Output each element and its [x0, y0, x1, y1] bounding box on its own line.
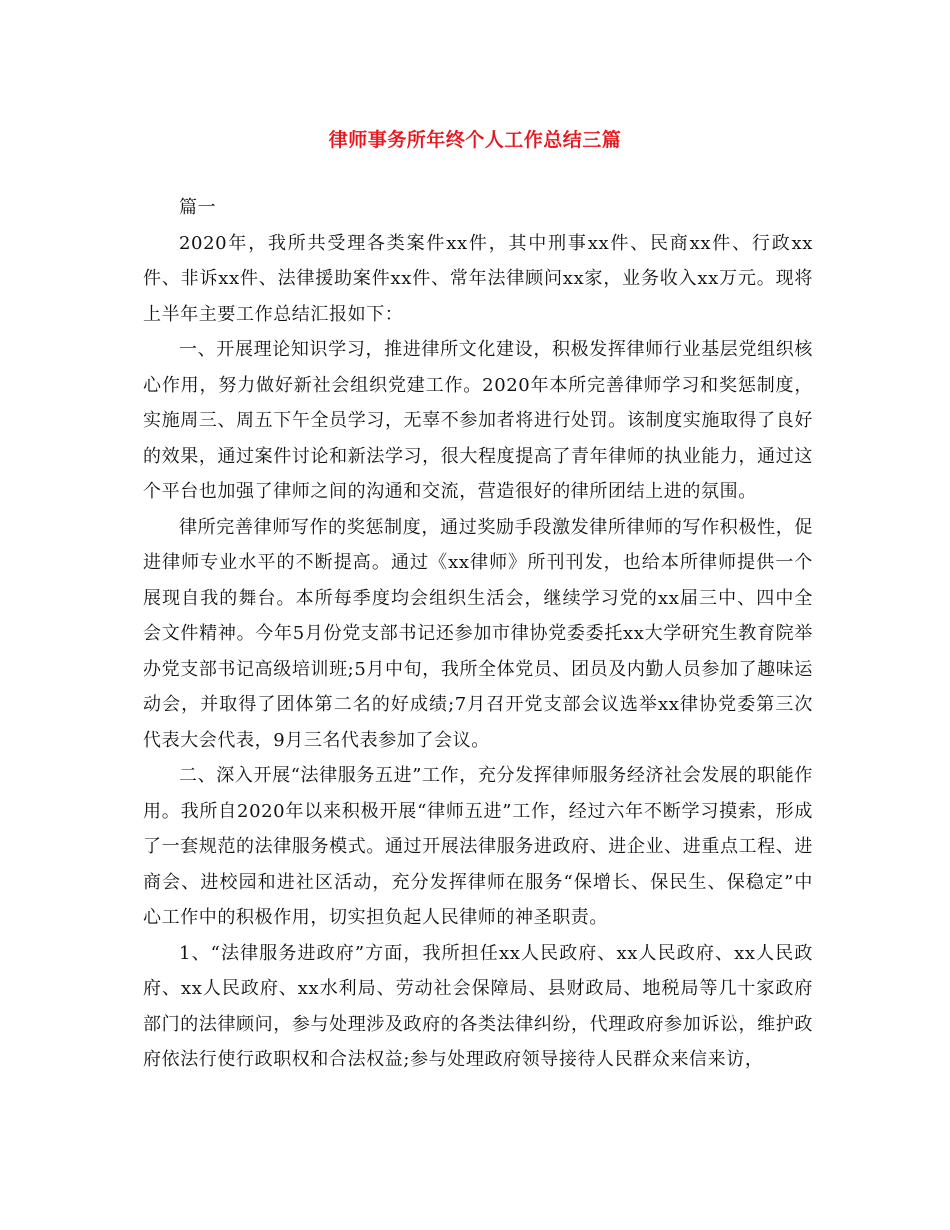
paragraph-legal-service-five: 二、深入开展“法律服务五进”工作，充分发挥律师服务经济社会发展的职能作用。我所自2020年以来积极开展“律师五进”工作，经过六年不断学习摸索，形成了一套规范的法律服务模式。通过开展法律服务进政府、进企业、进重点工程、进商会、进校园和进社区活动，充分发挥律师在服务“保增长、保民生、保稳定”中心工作中的积极作用，切实担负起人民律师的神圣职责。 [143, 765, 813, 928]
section-heading-part-one: 篇一 [179, 197, 217, 218]
paragraph-service-government: 1、“法律服务进政府”方面，我所担任xx人民政府、xx人民政府、xx人民政府、xx人民政府、xx水利局、劳动社会保障局、县财政局、地税局等几十家政府部门的法律顾问，参与处理涉及政府的各类法律纠纷，代理政府参加诉讼，维护政府依法行使行政职权和合法权益;参与处理政府领导接待人民群众来信来访， [143, 942, 813, 1070]
paragraph-writing-incentives: 律所完善律师写作的奖惩制度，通过奖励手段激发律所律师的写作积极性，促进律师专业水平的不断提高。通过《xx律师》所刊刊发，也给本所律师提供一个展现自我的舞台。本所每季度均会组织生活会，继续学习党的xx届三中、四中全会文件精神。今年5月份党支部书记还参加市律协党委委托xx大学研究生教育院举办党支部书记高级培训班;5月中旬，我所全体党员、团员及内勤人员参加了趣味运动会，并取得了团体第二名的好成绩;7月召开党支部会议选举xx律协党委第三次代表大会代表，9月三名代表参加了会议。 [143, 516, 813, 751]
paragraph-case-summary: 2020年，我所共受理各类案件xx件，其中刑事xx件、民商xx件、行政xx件、非诉xx件、法律援助案件xx件、常年法律顾问xx家，业务收入xx万元。现将上半年主要工作总结汇报如下： [143, 232, 813, 325]
document-body [143, 190, 813, 1078]
paragraph-theory-study: 一、开展理论知识学习，推进律所文化建设，积极发挥律师行业基层党组织核心作用，努力做好新社会组织党建工作。2020年本所完善律师学习和奖惩制度，实施周三、周五下午全员学习，无辜不参加者将进行处罚。该制度实施取得了良好的效果，通过案件讨论和新法学习，很大程度提高了青年律师的执业能力，通过这个平台也加强了律师之间的沟通和交流，营造很好的律所团结上进的氛围。 [143, 339, 813, 502]
document-title: 律师事务所年终个人工作总结三篇 [328, 129, 622, 151]
